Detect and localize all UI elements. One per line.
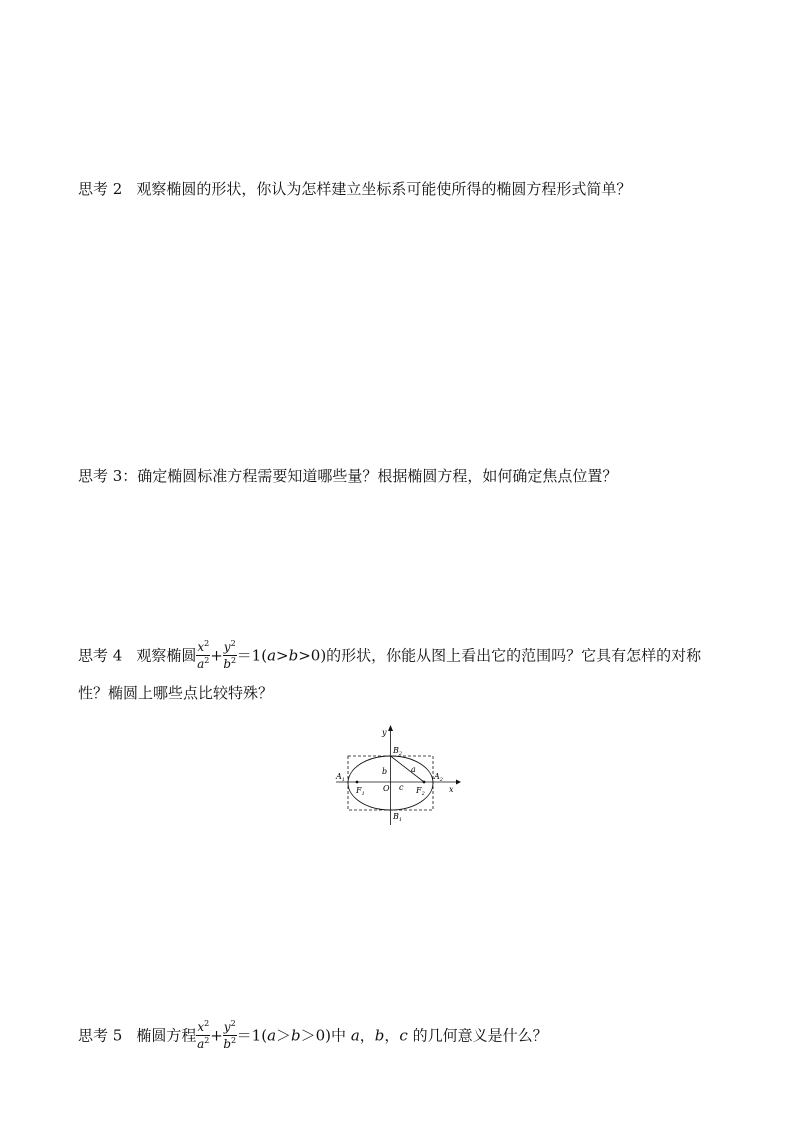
fraction-x2-over-a2: $\frac{x^2}{a^2}$: [197, 1019, 210, 1051]
question-2-text: 观察椭圆的形状，你认为怎样建立坐标系可能使所得的椭圆方程形式简单？: [136, 180, 632, 198]
x-axis-arrow: [456, 780, 461, 785]
fraction-y2-over-b2: $\frac{y^2}{b^2}$: [223, 639, 237, 671]
variable-list: a，b，c: [350, 1026, 408, 1045]
label-b2: $B_2$: [393, 746, 403, 757]
question-4-label: 思考 4: [78, 646, 123, 665]
question-2-label: 思考 2: [78, 180, 123, 198]
question-4: [78, 639, 702, 671]
ellipse-figure: [330, 722, 465, 828]
label-f2: $F_2$: [416, 786, 425, 797]
label-x: x: [449, 785, 454, 794]
label-f1: $F_1$: [356, 786, 365, 797]
label-y: y: [382, 728, 387, 737]
equation-condition: ＝1(a>b>0): [236, 646, 327, 665]
label-c: c: [399, 783, 404, 792]
label-a2: $A_2$: [434, 772, 443, 783]
fraction-y2-over-b2: $\frac{y^2}{b^2}$: [223, 1019, 237, 1051]
question-4-line-2: 性？椭圆上哪些点比较特殊？: [78, 684, 274, 702]
plus-sign: +: [210, 646, 223, 665]
question-5-suffix: 的几何意义是什么？: [407, 1026, 548, 1045]
y-axis-arrow: [388, 725, 393, 731]
question-5: [78, 1019, 548, 1051]
label-a: a: [411, 765, 416, 774]
question-3: [78, 466, 617, 486]
question-5-prefix: 椭圆方程: [136, 1026, 197, 1045]
focus-f2: [423, 781, 426, 784]
question-4-suffix: 的形状，你能从图上看出它的范围吗？它具有怎样的对称: [326, 646, 702, 665]
question-2: [78, 179, 631, 199]
fraction-x2-over-a2: $\frac{x^2}{a^2}$: [197, 639, 210, 671]
plus-sign: +: [210, 1026, 223, 1045]
label-o: O: [383, 784, 390, 793]
label-b1: $B_1$: [393, 812, 403, 823]
label-b: b: [382, 767, 388, 776]
question-4-prefix: 观察椭圆: [136, 646, 197, 665]
question-5-label: 思考 5: [78, 1026, 123, 1045]
question-3-text: 思考 3：确定椭圆标准方程需要知道哪些量？根据椭圆方程，如何确定焦点位置？: [78, 467, 618, 485]
label-a1: $A_1$: [336, 772, 345, 783]
equation-condition: ＝1(a＞b＞0)中: [236, 1026, 351, 1045]
focus-f1: [356, 781, 359, 784]
segment-a: [391, 756, 425, 782]
